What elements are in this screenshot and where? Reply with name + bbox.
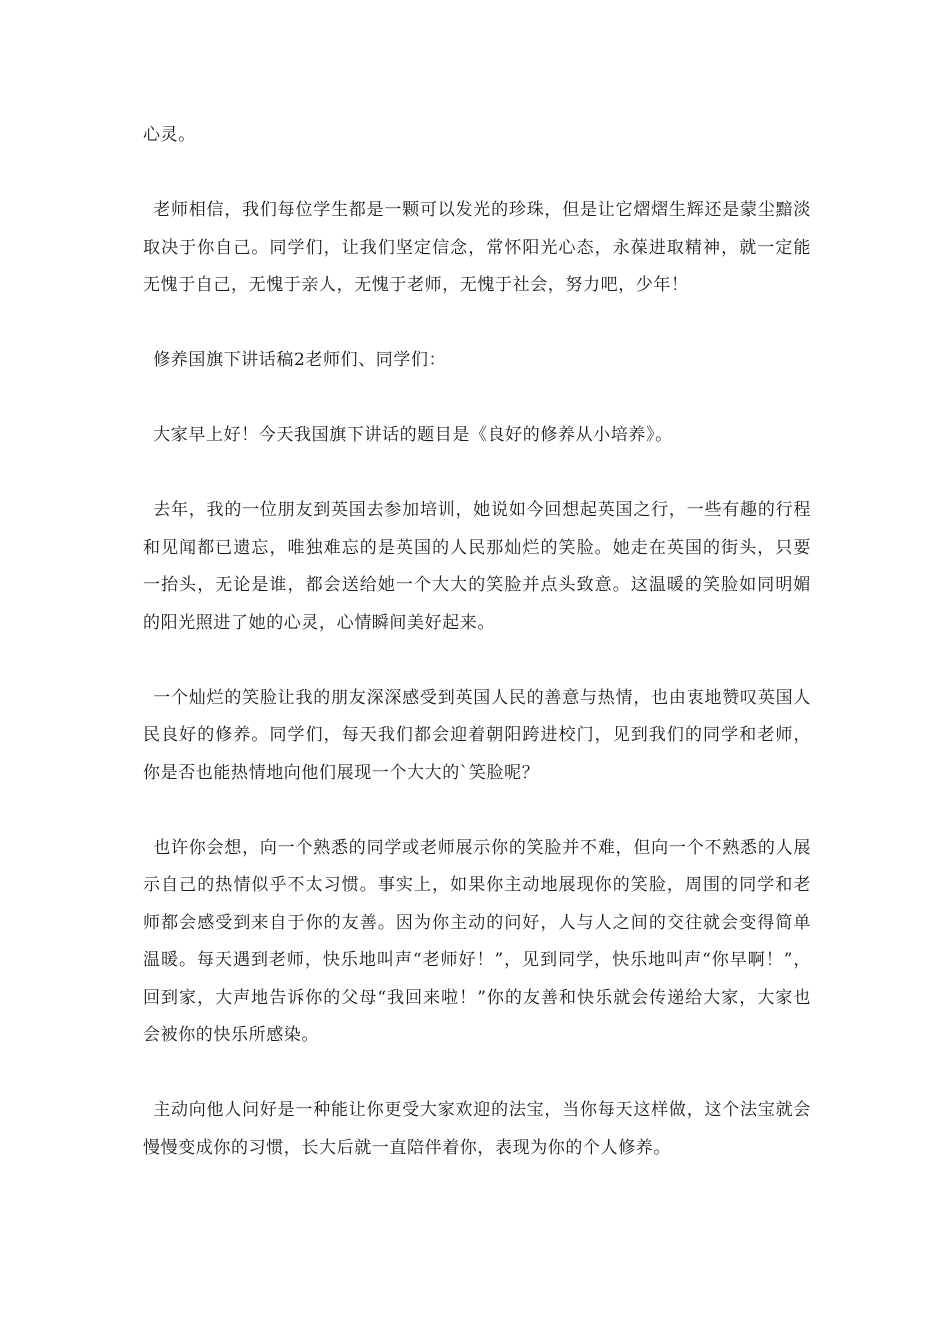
paragraph-friend-story: 去年，我的一位朋友到英国去参加培训，她说如今回想起英国之行，一些有趣的行程和见闻都已遗忘，唯独难忘的是英国的人民那灿烂的笑脸。她走在英国的街头，只要一抬头，无论是谁，都会送给她一个大大的笑脸并点头致意。这温暖的笑脸如同明媚的阳光照进了她的心灵，心情瞬间美好起来。: [143, 500, 811, 633]
speech-heading: 修养国旗下讲话稿2老师们、同学们：: [153, 350, 447, 370]
paragraph-greeting-others: 也许你会想，向一个熟悉的同学或老师展示你的笑脸并不难，但向一个不熟悉的人展示自己的热情似乎不太习惯。事实上，如果你主动地展现你的笑脸，周围的同学和老师都会感受到来自于你的友善。因为你主动的问好，人与人之间的交往就会变得简单温暖。每天遇到老师，快乐地叫声“老师好！”，见到同学，快乐地叫声“你早啊！”，回到家，大声地告诉你的父母“我回来啦！”你的友善和快乐就会传递给大家，大家也会被你的快乐所感染。: [143, 837, 811, 1045]
document-body: [143, 117, 811, 1205]
paragraph-habit: 主动向他人问好是一种能让你更受大家欢迎的法宝，当你每天这样做，这个法宝就会慢慢变成你的习惯，长大后就一直陪伴着你，表现为你的个人修养。: [143, 1100, 811, 1158]
paragraph-smile: 一个灿烂的笑脸让我的朋友深深感受到英国人民的善意与热情，也由衷地赞叹英国人民良好的修养。同学们，每天我们都会迎着朝阳跨进校门，见到我们的同学和老师，你是否也能热情地向他们展现一个大大的`笑脸呢？: [143, 687, 811, 783]
paragraph-teacher-belief: 老师相信，我们每位学生都是一颗可以发光的珍珠，但是让它熠熠生辉还是蒙尘黯淡取决于你自己。同学们，让我们坚定信念，常怀阳光心态，永葆进取精神，就一定能无愧于自己，无愧于亲人，无愧于老师，无愧于社会，努力吧，少年！: [143, 200, 811, 295]
paragraph-greeting: 大家早上好！今天我国旗下讲话的题目是《良好的修养从小培养》。: [153, 425, 673, 445]
paragraph-continuation: 心灵。: [143, 125, 196, 145]
